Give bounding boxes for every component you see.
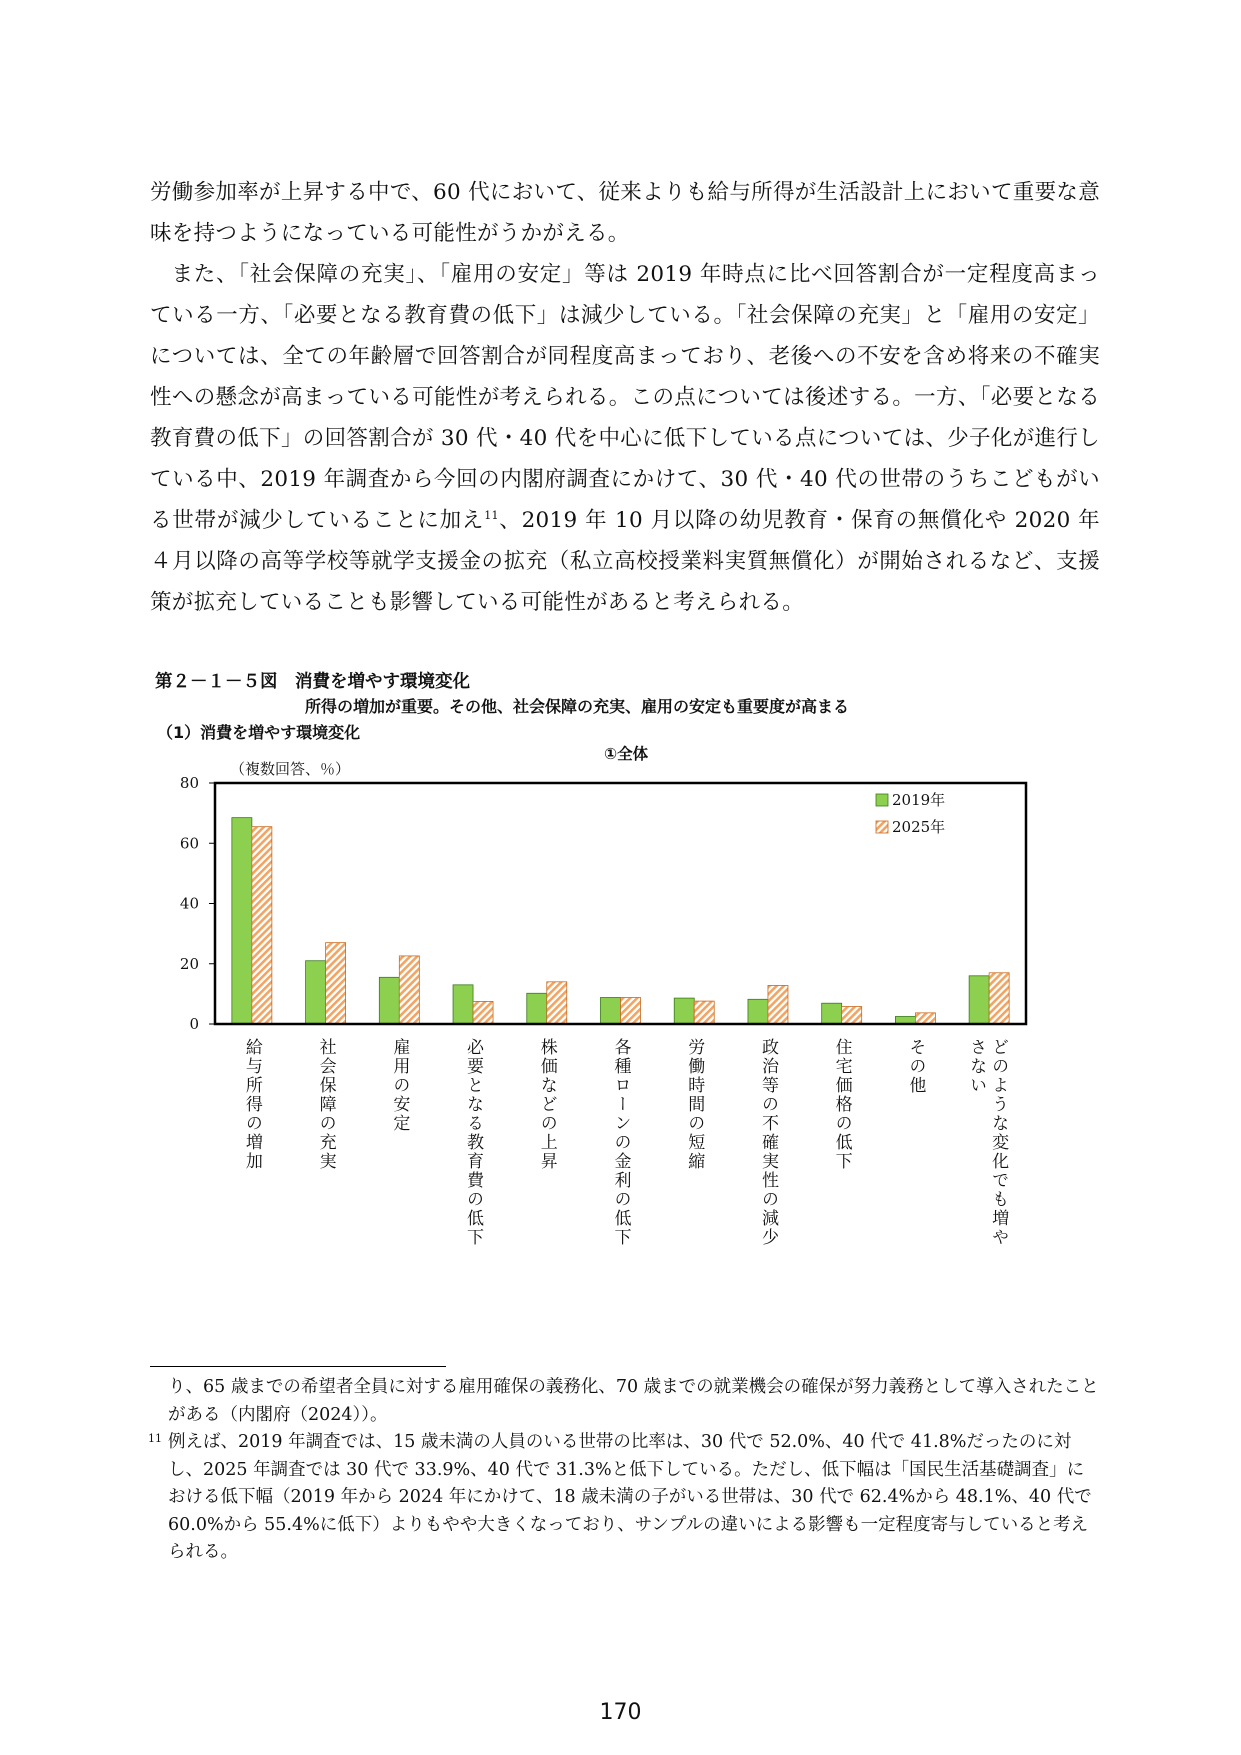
x-category-label: 政治等の不確実性の減少 bbox=[757, 1038, 778, 1247]
bar-2019 bbox=[453, 985, 473, 1024]
y-axis-unit-label: （複数回答、％） bbox=[230, 760, 351, 778]
bar-2025 bbox=[989, 973, 1009, 1024]
x-category-label: 必要となる教育費の低下 bbox=[463, 1038, 484, 1247]
bar-2025 bbox=[842, 1007, 862, 1024]
x-category-label: 株価などの上昇 bbox=[536, 1038, 557, 1171]
legend-label: 2025年 bbox=[892, 818, 946, 836]
legend-swatch bbox=[876, 821, 888, 833]
paragraph-2-text: また、「社会保障の充実」、「雇用の安定」等は 2019 年時点に比べ回答割合が一定程度高まっている一方、「必要となる教育費の低下」は減少している。「社会保障の充実」と「雇用の安定」については、全ての年齢層で回答割合が同程度高まっており、老後への不安を含め将来の不確実性への懸念が高まっている可能性が考えられる。この点については後述する。一方、「必要となる教育費の低下」の回答割合が 30 代・40 代を中心に低下している点については、少子化が進行している中、2019 年調査から今回の内閣府調査にかけて、30 代・40 代の世帯のうちこどもがいる世帯が減少していることに加え bbox=[150, 262, 1100, 533]
bar-2025 bbox=[252, 827, 272, 1024]
bar-2025 bbox=[694, 1001, 714, 1024]
legend-swatch bbox=[876, 794, 888, 806]
bar-2019 bbox=[601, 997, 621, 1024]
footnote-11 bbox=[150, 1429, 1100, 1567]
figure-title: 第２－１－５図 消費を増やす環境変化 bbox=[155, 672, 470, 692]
figure-subtitle: 所得の増加が重要。その他、社会保障の充実、雇用の安定も重要度が高まる bbox=[305, 697, 850, 716]
bar-2025 bbox=[473, 1001, 493, 1024]
x-category-label-cont: さない bbox=[966, 1038, 987, 1095]
footnote-rule bbox=[150, 1366, 446, 1367]
bar-2019 bbox=[969, 976, 989, 1024]
x-category-label: 社会保障の充実 bbox=[315, 1038, 336, 1171]
bar-2019 bbox=[379, 977, 399, 1024]
bar-2025 bbox=[768, 985, 788, 1024]
y-tick-label: 20 bbox=[179, 954, 199, 973]
page-number: 170 bbox=[599, 1700, 642, 1725]
bar-2025 bbox=[399, 956, 419, 1024]
x-category-label: 雇用の安定 bbox=[389, 1038, 410, 1133]
chart-title: ①全体 bbox=[604, 745, 649, 763]
bar-2025 bbox=[326, 943, 346, 1024]
bar-2019 bbox=[822, 1003, 842, 1024]
bar-2025 bbox=[621, 997, 641, 1024]
legend-label: 2019年 bbox=[892, 791, 946, 809]
x-category-label: 給与所得の増加 bbox=[241, 1038, 262, 1171]
figure-section-label: （1）消費を増やす環境変化 bbox=[157, 723, 361, 742]
footnotes bbox=[150, 1374, 1100, 1567]
x-category-label: どのような変化でも増や bbox=[988, 1038, 1009, 1247]
y-tick-label: 0 bbox=[189, 1015, 199, 1033]
paragraph-2-cont: 、2019 年 10 月以降の幼児教育・保育の無償化や 2020 年４月以降の高等学校等就学支援金の拡充（私立高校授業料実質無償化）が開始されるなど、支援策が拡充していることも影響している可能性があると考えられる。 bbox=[150, 508, 1100, 615]
y-tick-label: 80 bbox=[179, 774, 199, 792]
footnote-number: 11 bbox=[148, 1432, 162, 1445]
footnote-ref[interactable]: 11 bbox=[484, 508, 499, 522]
bar-2019 bbox=[748, 999, 768, 1024]
footnote-11-text: 例えば、2019 年調査では、15 歳未満の人員のいる世帯の比率は、30 代で 52.0%、40 代で 41.8%だったのに対し、2025 年調査では 30 代で 33.9%、40 代で 31.3%と低下している。ただし、低下幅は「国民生活基礎調査」における低下幅（2019 年から 2024 年にかけて、18 歳未満の子がいる世帯は、30 代で 62.4%から 48.1%、40 代で 60.0%から 55.4%に低下）よりもやや大きくなっており、サンプルの違いによる影響も一定程度寄与していると考えられる。 bbox=[168, 1432, 1092, 1562]
x-category-label: 住宅価格の低下 bbox=[831, 1038, 852, 1171]
x-category-label: 各種ローンの金利の低下 bbox=[610, 1038, 631, 1247]
paragraph-1: 労働参加率が上昇する中で、60 代において、従来よりも給与所得が生活設計上において重要な意味を持つようになっている可能性がうかがえる。 bbox=[150, 180, 1100, 246]
bar-2025 bbox=[915, 1013, 935, 1024]
x-category-label: 労働時間の短縮 bbox=[684, 1038, 705, 1171]
bar-2019 bbox=[527, 993, 547, 1024]
footnote-continuation bbox=[150, 1374, 1100, 1429]
bar-2019 bbox=[232, 818, 252, 1024]
x-category-label: その他 bbox=[905, 1038, 926, 1095]
footnote-continuation-text: り、65 歳までの希望者全員に対する雇用確保の義務化、70 歳までの就業機会の確保が努力義務として導入されたことがある（内閣府（2024））。 bbox=[168, 1377, 1099, 1425]
bar-2025 bbox=[547, 982, 567, 1024]
y-tick-label: 60 bbox=[179, 834, 199, 853]
bar-2019 bbox=[674, 998, 694, 1024]
y-tick-label: 40 bbox=[179, 894, 199, 913]
bar-2019 bbox=[306, 961, 326, 1024]
